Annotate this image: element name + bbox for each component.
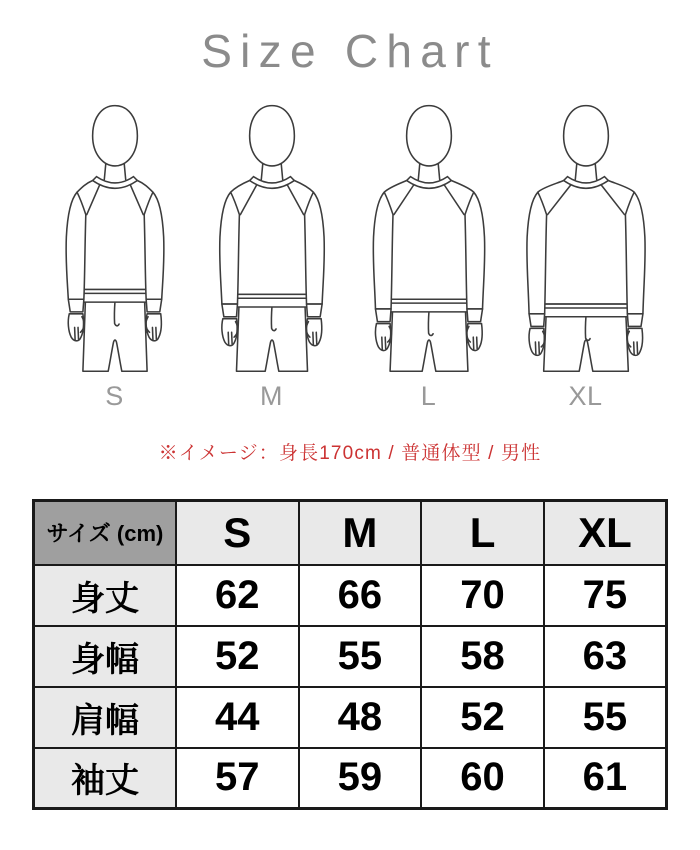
measurement-label: 肩幅 [34, 687, 176, 748]
size-table [32, 499, 668, 810]
measurement-value-xl: 63 [544, 626, 667, 687]
page-title: Size Chart [201, 25, 499, 77]
measurement-value-s: 44 [176, 687, 299, 748]
measurement-value-l: 52 [421, 687, 544, 748]
measurement-value-s: 57 [176, 748, 299, 809]
figure-size-label: S [105, 381, 124, 412]
model-info-note: ※イメージ：身長170cm / 普通体型 / 男性 [158, 443, 542, 465]
measurement-value-l: 60 [421, 748, 544, 809]
measurement-value-m: 59 [299, 748, 422, 809]
measurement-value-xl: 75 [544, 565, 667, 626]
measurement-value-s: 62 [176, 565, 299, 626]
figure-xl [507, 91, 664, 412]
figure-size-label: L [420, 381, 437, 412]
measurement-label: 身幅 [34, 626, 176, 687]
figure-l [350, 91, 507, 412]
measurement-value-m: 66 [299, 565, 422, 626]
measurement-value-s: 52 [176, 626, 299, 687]
table-header-m: M [299, 501, 422, 565]
table-row [34, 687, 667, 748]
man-in-sweatshirt-illustration-s [36, 91, 193, 379]
measurement-label: 袖丈 [34, 748, 176, 809]
measurement-value-xl: 61 [544, 748, 667, 809]
measurement-value-l: 58 [421, 626, 544, 687]
measurement-value-l: 70 [421, 565, 544, 626]
figure-size-label: XL [568, 381, 603, 412]
measurement-value-m: 48 [299, 687, 422, 748]
man-in-sweatshirt-illustration-m [193, 91, 350, 379]
table-header-size-unit: サイズ (cm) [34, 501, 176, 565]
table-header-xl: XL [544, 501, 667, 565]
table-header-s: S [176, 501, 299, 565]
figure-s [36, 91, 193, 412]
man-in-sweatshirt-illustration-l [350, 91, 507, 379]
measurement-value-m: 55 [299, 626, 422, 687]
table-row [34, 748, 667, 809]
man-in-sweatshirt-illustration-xl [507, 91, 664, 379]
figure-m [193, 91, 350, 412]
figure-size-label: M [259, 381, 284, 412]
table-row [34, 565, 667, 626]
table-header-l: L [421, 501, 544, 565]
measurement-value-xl: 55 [544, 687, 667, 748]
measurement-label: 身丈 [34, 565, 176, 626]
size-table-header-row [34, 501, 667, 565]
table-row [34, 626, 667, 687]
size-figures-row [0, 91, 700, 412]
